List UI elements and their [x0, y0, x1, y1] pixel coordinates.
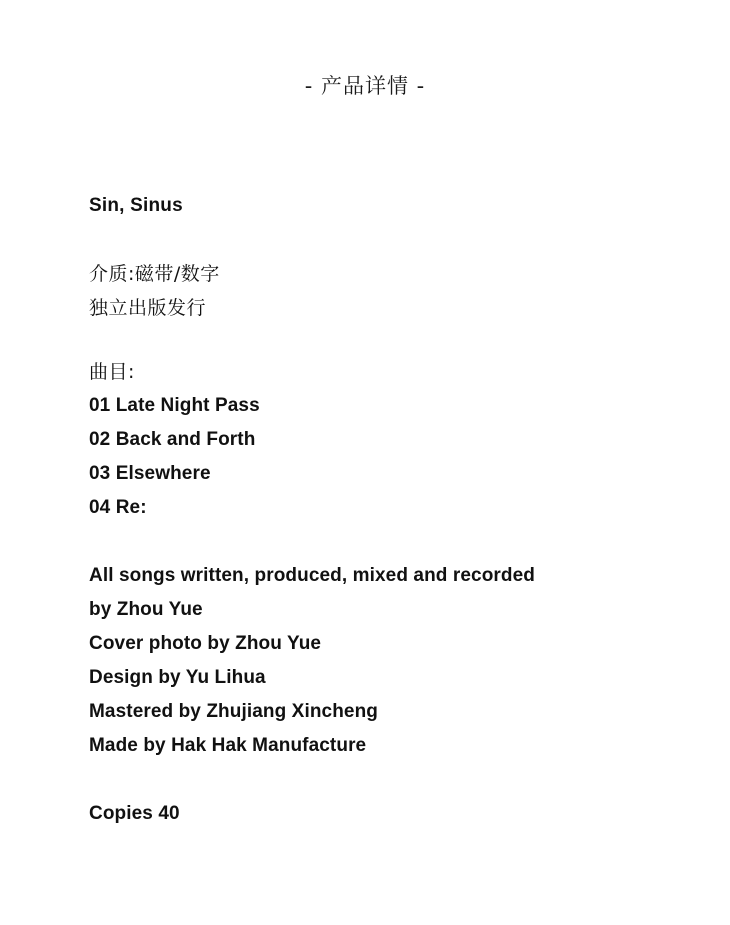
- page-title: - 产品详情 -: [304, 74, 426, 98]
- list-item: 01 Late Night Pass: [89, 395, 260, 416]
- credit-line: Mastered by Zhujiang Xincheng: [89, 701, 378, 722]
- product-title: Sin, Sinus: [89, 195, 183, 216]
- credit-line: Made by Hak Hak Manufacture: [89, 735, 367, 756]
- list-item: 04 Re:: [89, 497, 147, 518]
- product-detail-content: [89, 193, 689, 831]
- copies-count: Copies 40: [89, 803, 180, 824]
- credit-line: by Zhou Yue: [89, 599, 203, 620]
- product-meta-format: 介质:磁带/数字: [89, 263, 220, 285]
- credit-line: Cover photo by Zhou Yue: [89, 633, 322, 654]
- product-meta: [89, 257, 689, 325]
- list-item: 02 Back and Forth: [89, 429, 256, 450]
- credit-line: Design by Yu Lihua: [89, 667, 266, 688]
- product-meta-publisher: 独立出版发行: [89, 297, 207, 319]
- tracklist: [89, 389, 689, 525]
- credit-line: All songs written, produced, mixed and recorded: [89, 565, 535, 586]
- credits-block: [89, 559, 689, 763]
- list-item: 03 Elsewhere: [89, 463, 211, 484]
- tracklist-heading: 曲目:: [89, 361, 135, 383]
